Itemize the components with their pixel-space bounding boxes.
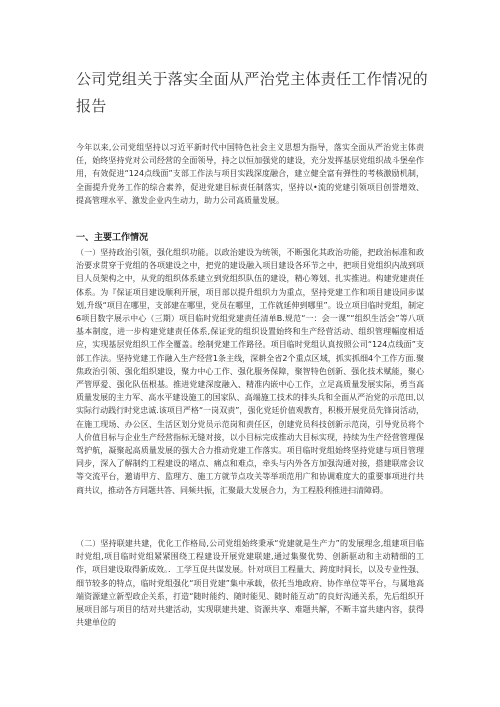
section-heading: 一、主要工作情况 (76, 233, 149, 243)
paragraph-joint-building: （二）坚持联建共建，优化工作格局,公司党组始终秉承“党建就是生产力”的发展理念,组建项目临时党组,项目临时党组紧紧围绕工程建设开展党建联建,通过集聚优势、创新驱动和主动精细的工作，项目建设取得新成效。．工学互促共谋发展。针对项目工程量大、跨度时间长，以及专业性强、细节较多的特点，临时党组强化“项目党建”集中承载，依托当地政府、协作单位等平台，与属地高端资源建立新型政企关系，打造“随时能约、随时能见、随时能互动”的良好沟通关系，先后组织开展项目部与项目的结对共建活动，实现联建共建、资源共享、难题共解，不断丰富共建内容，获得共建单位的 (76, 539, 424, 628)
intro-paragraph: 今年以来,公司党组坚持以习近平新时代中国特色社会主义思想为指导，落实全面从严治党主体责任，始终坚持党对公司经营的全面领导，持之以恒加强党的建设，充分发挥基层党组织战斗堡垒作用，有效促进“124点线面”支部工作法与项目实践深度融合，建立健全富有弹性的考核激励机制，全面提升党务工作的综合素养，促进党建目标责任制落实，坚持以•流的党建引领项目创誉增效、提高管理水平、激发企业内生动力，助力公司高质量发展。 (76, 143, 424, 205)
paragraph-political-leadership: （一）坚持政治引领，强化组织功能。以政治建设为统领，不断强化其政治功能，把政治标准和政治要求贯穿于党组的各项建设之中，把党的建设融入项目建设各环节之中，把项目党组织内战到项目人员架构之中，从党的组织体系建立到党组织队伍的建设，精心筹划、扎实推进。构建党建责任体系。为『保证项目建设顺利开展，项目部以提升组织力为重点，坚持党建工作和项目建设同步谋划,升级“项目在哪里，支部建在哪里，党员在哪里，工作就延伸到哪里”。设立项目临时党组，制定6项目数字展示中心（三期）项目临时党组党建责任清单B.规范“一：会一课”“组织生活会”等八项基本制度，进一步构建党建责任体系,保证党的组织设置始终和生产经营活动、组织管理幅度相适应，实现基层党组织工作全覆盖。绘制党建工作路径。项目临时党组认真按照公司“124点线面”支部工作法。坚持党建工作融入生产经营1条主线，深耕全省2个重点区域，抓实抓细4个工作方面.聚焦政治引领、强化组织建设，聚力中心工作、强化服务保障，聚智特色创新、强化技术赋能，聚心严管厚爱、强化队伍根基。推进党建深度融入、精准内嵌中心工作，立足高质量发展实际，勇当高质量发展的主力军、高水平建设施工的国家队、高端施工技术的排头兵和全面从严治党的示范田,以实际行动践行时党忠诚.该项目严格“一岗双责”，强化党廷价值观教育，积极开展党员先锋岗活动，在施工现场、办公区、生活区划分党员示范岗和责任区，创建党员科技创新示范岗，引导党员将个人价值目标与企业生产经营指标无缝对接，以小目标完成推动大目标实现，持续为生产经营管理保驾护航，凝聚起高质量发展的强大合力推动党建工作落实。项目临时党组始终坚持党建与项目管理同步，深入了解制约工程建设的堵点、痛点和难点，牵头与内外各方加强沟通对接，搭建联席会议等交流平台，邀请甲方、监理方、施工方就节点攻关等举项范用广和协调难度大的重要事项进行共商共议，推动各方同题共答、同频共振，汇聚最大发展合力，为工程股利推进扫清障碍。 (76, 248, 424, 495)
document-title: 公司党组关于落实全面从严治党主体责任工作情况的报告 (76, 70, 428, 115)
